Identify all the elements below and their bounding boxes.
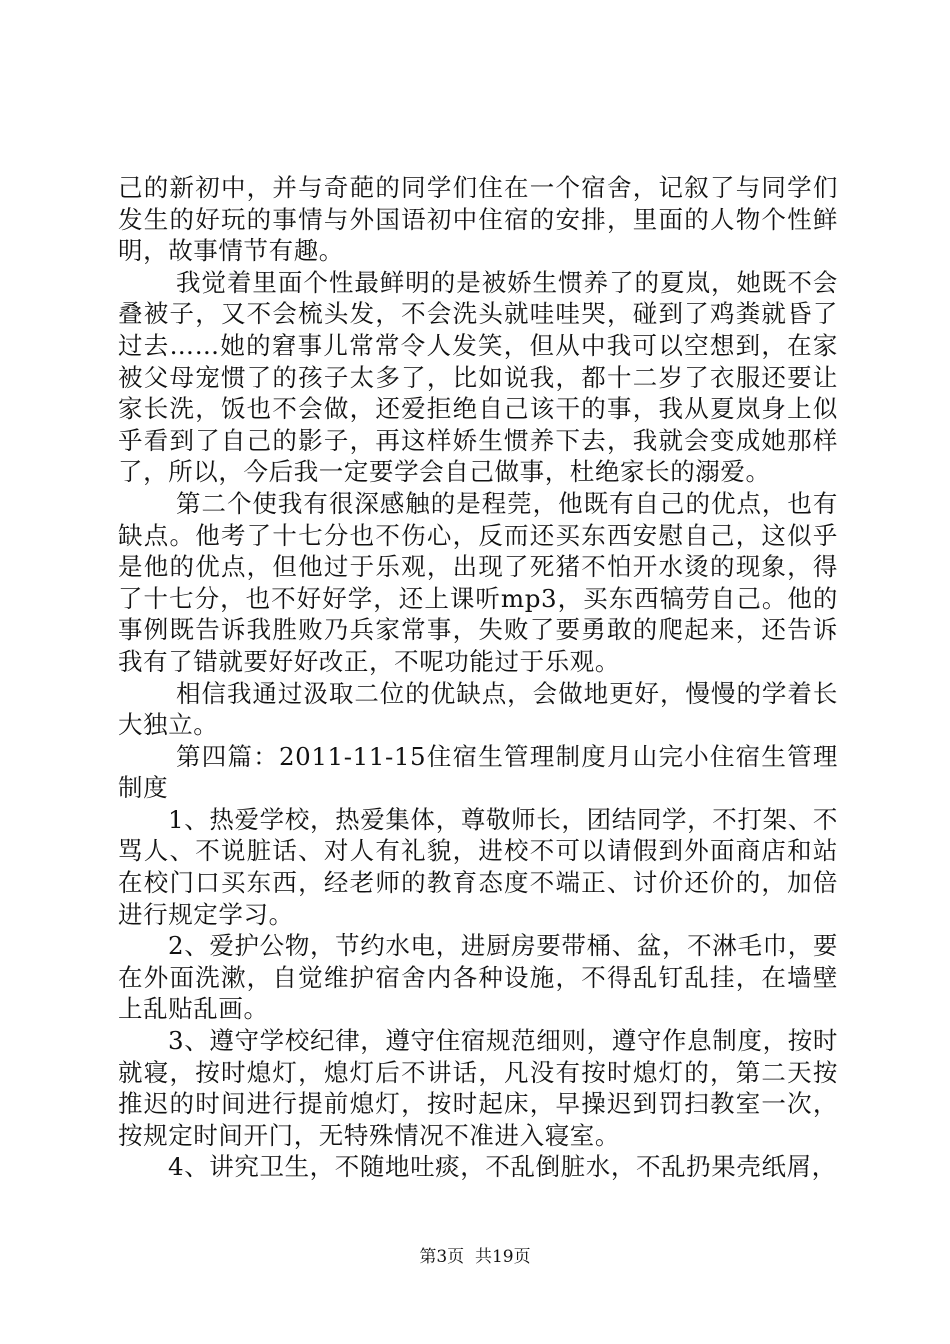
page-number-label: 第3页 共19页	[419, 1247, 531, 1267]
paragraph-intro-continued: 己的新初中，并与奇葩的同学们住在一个宿舍，记叙了与同学们发生的好玩的事情与外国语初中住宿的安排，里面的人物个性鲜明，故事情节有趣。	[118, 173, 838, 266]
paragraph-xia-lan: 我觉着里面个性最鲜明的是被娇生惯养了的夏岚，她既不会叠被子，又不会梳头发，不会洗头就哇哇哭，碰到了鸡粪就昏了过去……她的窘事儿常常令人发笑，但从中我可以空想到，在家被父母宠惯了的孩子太多了，比如说我，都十二岁了衣服还要让家长洗，饭也不会做，还爱拒绝自己该干的事，我从夏岚身上似乎看到了自己的影子，再这样娇生惯养下去，我就会变成她那样了，所以，今后我一定要学会自己做事，杜绝家长的溺爱。	[118, 267, 838, 487]
paragraph-conclusion: 相信我通过汲取二位的优缺点，会做地更好，慢慢的学着长大独立。	[118, 678, 838, 740]
paragraph-cheng-wan: 第二个使我有很深感触的是程莞，他既有自己的优点，也有缺点。他考了十七分也不伤心，反而还买东西安慰自己，这似乎是他的优点，但他过于乐观，出现了死猪不怕开水烫的现象，得了十七分，也不好好学，还上课听mp3，买东西犒劳自己。他的事例既告诉我胜败乃兵家常事，失败了要勇敢的爬起来，还告诉我有了错就要好好改正，不呢功能过于乐观。	[118, 488, 838, 676]
rule-item-4: 4、讲究卫生，不随地吐痰，不乱倒脏水，不乱扔果壳纸屑，	[168, 1152, 837, 1182]
rule-item-3: 3、遵守学校纪律，遵守住宿规范细则，遵守作息制度，按时就寝，按时熄灯，熄灯后不讲话，凡没有按时熄灯的，第二天按推迟的时间进行提前熄灯，按时起床，早操迟到罚扫教室一次，按规定时间开门，无特殊情况不准进入寝室。	[118, 1026, 838, 1150]
section-heading-part-four: 第四篇：2011-11-15住宿生管理制度月山完小住宿生管理制度	[118, 741, 838, 803]
rule-item-1: 1、热爱学校，热爱集体，尊敬师长，团结同学，不打架、不骂人、不说脏话、对人有礼貌，进校不可以请假到外面商店和站在校门口买东西，经老师的教育态度不端正、讨价还价的，加倍进行规定学习。	[118, 804, 838, 929]
document-body	[118, 172, 838, 1183]
page-footer	[0, 1246, 950, 1268]
rule-item-2: 2、爱护公物，节约水电，进厨房要带桶、盆，不淋毛巾，要在外面洗漱，自觉维护宿舍内各种设施，不得乱钉乱挂，在墙壁上乱贴乱画。	[118, 931, 838, 1024]
